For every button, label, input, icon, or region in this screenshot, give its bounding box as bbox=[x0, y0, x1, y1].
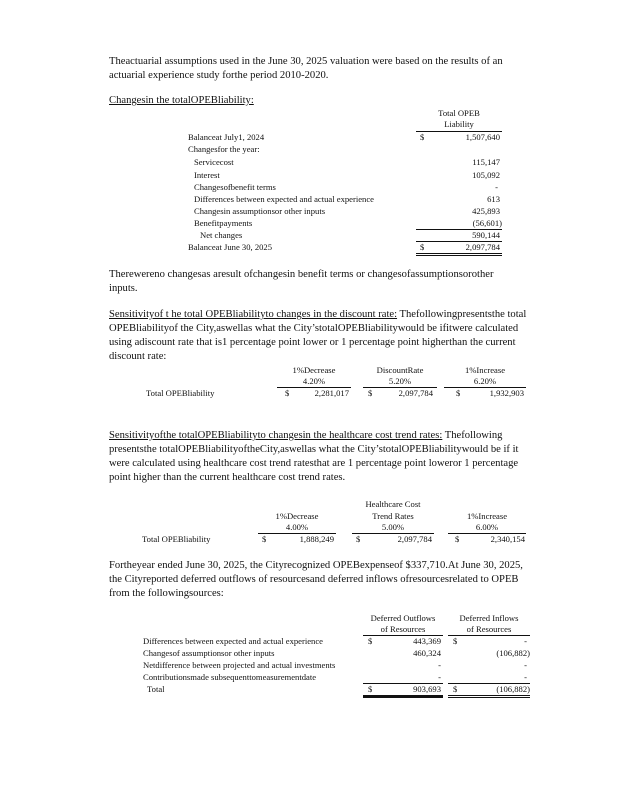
deferred-inflow-value: (106,882) bbox=[496, 648, 530, 658]
discount-value: 2,097,784 bbox=[398, 388, 433, 398]
changes-row-label: Differences between expected and actual experience bbox=[194, 194, 374, 204]
deferred-row-label: Changesof assumptionsor other inputs bbox=[143, 648, 275, 658]
deferred-inflow-value: - bbox=[524, 672, 527, 682]
healthcare-row-label: Total OPEBliability bbox=[142, 534, 211, 544]
healthcare-heading: Sensitivityofthe totalOPEBliabilityto changesin the healthcare cost trend rates: bbox=[109, 430, 443, 441]
dollar-sign: $ bbox=[420, 242, 425, 252]
deferred-row-label: Netdifference between projected and actual investments bbox=[143, 660, 336, 670]
healthcare-col-rate: 4.00% bbox=[285, 522, 309, 532]
dollar-sign: $ bbox=[455, 534, 460, 544]
changes-heading: Changesin the totalOPEBliability: bbox=[109, 95, 254, 106]
deferred-outflow-value: - bbox=[438, 672, 441, 682]
changes-row-value: 115,147 bbox=[472, 157, 500, 167]
intro-line-1: Theactuarial assumptions used in the June 30, 2025 valuation were based on the results of an bbox=[109, 56, 503, 67]
deferred-inflow-value: - bbox=[524, 636, 527, 646]
expense-line-1: Fortheyear ended June 30, 2025, the Cityrecognized OPEBexpenseof $337,710.At June 30, 2025, bbox=[109, 560, 523, 571]
healthcare-line-4: point higher than the current healthcare cost trend rates. bbox=[109, 472, 346, 483]
discount-line-1 bbox=[109, 308, 526, 322]
changes-row-label: Servicecost bbox=[194, 157, 234, 167]
discount-col-rate: 6.20% bbox=[473, 376, 497, 386]
discount-line-3: using adiscount rate that is1 percentage point lower or 1 percentage point higherthan the current bbox=[109, 337, 516, 348]
discount-col-rate: 5.20% bbox=[388, 376, 412, 386]
outflows-header-1: Deferred Outflows bbox=[370, 613, 436, 623]
changes-row-label: Changesofbenefit terms bbox=[194, 182, 276, 192]
changes-col-header-1: Total OPEB bbox=[438, 108, 480, 118]
discount-row-label: Total OPEBliability bbox=[146, 388, 215, 398]
inflows-header-1: Deferred Inflows bbox=[459, 613, 519, 623]
dollar-sign: $ bbox=[368, 684, 373, 694]
changes-row-label: Changesfor the year: bbox=[188, 144, 260, 154]
healthcare-value: 2,097,784 bbox=[397, 534, 432, 544]
inflows-total-double-rule bbox=[448, 695, 530, 698]
deferred-outflow-value: 443,369 bbox=[413, 636, 441, 646]
expense-line-2: the Cityreported deferred outflows of resourcesand deferred inflows ofresourcesrelated to OPEB bbox=[109, 574, 519, 585]
dollar-sign: $ bbox=[453, 636, 458, 646]
healthcare-col-rate: 6.00% bbox=[475, 522, 499, 532]
changes-row-value: 425,893 bbox=[472, 206, 500, 216]
deferred-row-label: Contributionsmade subsequenttomeasurementdate bbox=[143, 672, 317, 682]
healthcare-value: 1,888,249 bbox=[299, 534, 334, 544]
discount-col-header: 1%Decrease bbox=[292, 365, 336, 375]
healthcare-line-2: presentsthe totalOPEBliabilityoftheCity,aswellas what the City’stotalOPEBliabilitywould be if it bbox=[109, 444, 519, 455]
changes-col-header-2: Liability bbox=[444, 119, 474, 129]
healthcare-value: 2,340,154 bbox=[490, 534, 525, 544]
changes-row-label: Balanceat June 30, 2025 bbox=[188, 242, 273, 252]
deferred-inflow-value: - bbox=[524, 660, 527, 670]
changes-row-value: 2,097,784 bbox=[465, 242, 500, 252]
outflows-total-rule bbox=[363, 695, 443, 698]
discount-col-header: DiscountRate bbox=[376, 365, 424, 375]
deferred-inflow-total: (106,882) bbox=[496, 684, 530, 694]
healthcare-line-1-rest: Thefollowing bbox=[442, 430, 503, 441]
healthcare-col-header: Trend Rates bbox=[372, 511, 414, 521]
dollar-sign: $ bbox=[456, 388, 461, 398]
dollar-sign: $ bbox=[453, 684, 458, 694]
dollar-sign: $ bbox=[262, 534, 267, 544]
changes-row-label: Interest bbox=[194, 170, 220, 180]
healthcare-line-1 bbox=[109, 429, 502, 443]
discount-value: 1,932,903 bbox=[489, 388, 524, 398]
discount-line-2: OPEBliabilityof the City,aswellas what the City’stotalOPEBliabilitywould be ifitwere calculated bbox=[109, 323, 519, 334]
changes-row-label: Benefitpayments bbox=[194, 218, 253, 228]
healthcare-col-header: 1%Increase bbox=[466, 511, 508, 521]
dollar-sign: $ bbox=[356, 534, 361, 544]
discount-heading: Sensitivityof t he total OPEBliabilityto changes in the discount rate: bbox=[109, 309, 398, 320]
deferred-total-label: Total bbox=[147, 684, 165, 694]
dollar-sign: $ bbox=[368, 388, 373, 398]
dollar-sign: $ bbox=[285, 388, 290, 398]
no-changes-line-1: Therewereno changesas aresult ofchangesin benefit terms or changesofassumptionsorother bbox=[109, 269, 494, 280]
dollar-sign: $ bbox=[368, 636, 373, 646]
changes-row-value: 105,092 bbox=[472, 170, 500, 180]
inflows-header-2: of Resources bbox=[466, 624, 512, 634]
changes-row-label: Changesin assumptionsor other inputs bbox=[194, 206, 326, 216]
changes-row-value: 1,507,640 bbox=[465, 132, 500, 142]
outflows-header-2: of Resources bbox=[380, 624, 426, 634]
discount-value: 2,281,017 bbox=[314, 388, 349, 398]
changes-row-value: 613 bbox=[487, 194, 500, 204]
deferred-outflow-total: 903,693 bbox=[413, 684, 441, 694]
deferred-outflow-value: 460,324 bbox=[413, 648, 441, 658]
discount-line-1-rest: Thefollowingpresentsthe total bbox=[397, 309, 527, 320]
healthcare-col-rate: 5.00% bbox=[381, 522, 405, 532]
total-double-rule bbox=[416, 253, 502, 256]
dollar-sign: $ bbox=[420, 132, 425, 142]
deferred-row-label: Differences between expected and actual experience bbox=[143, 636, 323, 646]
deferred-outflow-value: - bbox=[438, 660, 441, 670]
healthcare-col-header: 1%Decrease bbox=[275, 511, 319, 521]
expense-line-3: from the followingsources: bbox=[109, 588, 224, 599]
discount-col-rate: 4.20% bbox=[302, 376, 326, 386]
healthcare-col-header-top: Healthcare Cost bbox=[365, 499, 421, 509]
intro-line-2: actuarial experience study forthe period 2010-2020. bbox=[109, 70, 329, 81]
changes-row-label: Net changes bbox=[200, 230, 243, 240]
discount-col-header: 1%Increase bbox=[464, 365, 506, 375]
changes-row-value: 590,144 bbox=[472, 230, 500, 240]
changes-row-value: - bbox=[495, 182, 498, 192]
changes-row-value: (56,601) bbox=[472, 218, 502, 228]
discount-line-4: discount rate: bbox=[109, 351, 167, 362]
changes-row-label: Balanceat July1, 2024 bbox=[188, 132, 265, 142]
healthcare-line-3: were calculated using healthcare cost trend ratesthat are 1 percentage point loweror 1 percentage bbox=[109, 458, 519, 469]
no-changes-line-2: inputs. bbox=[109, 283, 138, 294]
